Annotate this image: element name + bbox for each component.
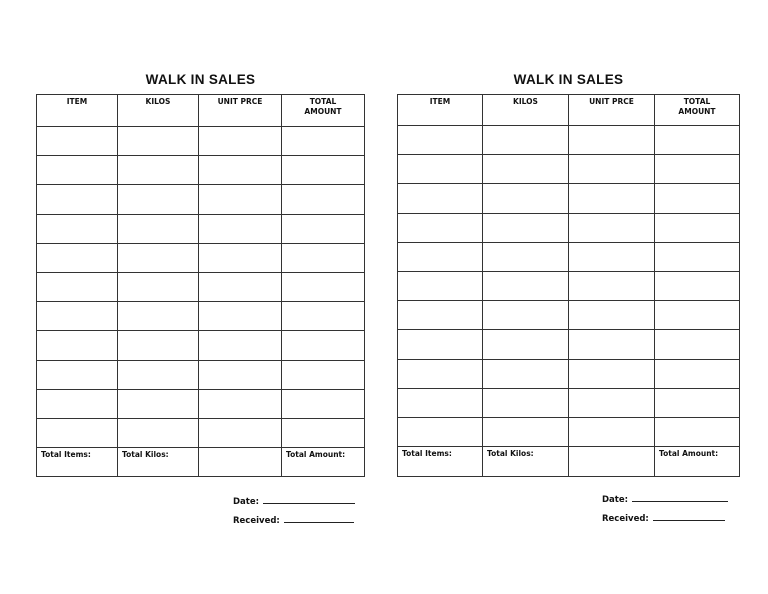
- entry-cell-unit-price[interactable]: [569, 184, 655, 213]
- header-unit-price: UNIT PRCE: [569, 95, 655, 126]
- entry-row: [398, 184, 740, 213]
- entry-cell-kilos[interactable]: [118, 185, 199, 214]
- entry-cell-unit-price[interactable]: [569, 242, 655, 271]
- total-kilos-cell[interactable]: Total Kilos:: [483, 447, 569, 477]
- entry-cell-kilos[interactable]: [483, 417, 569, 446]
- entry-cell-total-amount[interactable]: [655, 184, 740, 213]
- entry-row: [37, 360, 365, 389]
- sales-form-right: [397, 70, 740, 530]
- entry-cell-total-amount[interactable]: [282, 418, 365, 447]
- entry-cell-total-amount[interactable]: [655, 242, 740, 271]
- sales-form-left: [36, 70, 365, 530]
- entry-cell-total-amount[interactable]: [282, 127, 365, 156]
- total-unit-price-cell[interactable]: [569, 447, 655, 477]
- entry-cell-unit-price[interactable]: [199, 156, 282, 185]
- entry-cell-kilos[interactable]: [483, 271, 569, 300]
- entry-row: [398, 388, 740, 417]
- header-row: [398, 95, 740, 126]
- entry-cell-total-amount[interactable]: [282, 302, 365, 331]
- header-total-amount: [655, 95, 740, 126]
- totals-row: [398, 447, 740, 477]
- entry-cell-total-amount[interactable]: [655, 301, 740, 330]
- entry-cell-item[interactable]: [398, 301, 483, 330]
- entry-cell-kilos[interactable]: [483, 155, 569, 184]
- header-kilos: KILOS: [118, 95, 199, 127]
- entry-cell-item[interactable]: [398, 330, 483, 359]
- header-total-amount: [282, 95, 365, 127]
- entry-cell-total-amount[interactable]: [282, 272, 365, 301]
- entry-cell-item[interactable]: [37, 331, 118, 360]
- entry-row: [37, 389, 365, 418]
- entry-cell-unit-price[interactable]: [569, 301, 655, 330]
- entry-row: [37, 127, 365, 156]
- entry-row: [398, 330, 740, 359]
- entry-row: [398, 271, 740, 300]
- date-label: Date:: [602, 495, 629, 505]
- entry-cell-unit-price[interactable]: [199, 127, 282, 156]
- entry-cell-kilos[interactable]: [118, 156, 199, 185]
- entry-cell-unit-price[interactable]: [569, 359, 655, 388]
- entry-cell-item[interactable]: [398, 417, 483, 446]
- entry-cell-unit-price[interactable]: [569, 126, 655, 155]
- total-unit-price-cell[interactable]: [199, 448, 282, 477]
- entry-row: [398, 301, 740, 330]
- entry-cell-total-amount[interactable]: [282, 243, 365, 272]
- received-label: Received:: [602, 514, 649, 524]
- entry-cell-unit-price[interactable]: [199, 243, 282, 272]
- entry-cell-kilos[interactable]: [118, 127, 199, 156]
- entry-row: [37, 272, 365, 301]
- header-row: [37, 95, 365, 127]
- header-unit-price: UNIT PRCE: [199, 95, 282, 127]
- entry-cell-kilos[interactable]: [483, 184, 569, 213]
- entry-cell-unit-price[interactable]: [569, 330, 655, 359]
- entry-row: [37, 214, 365, 243]
- entry-cell-kilos[interactable]: [483, 301, 569, 330]
- entry-cell-unit-price[interactable]: [199, 418, 282, 447]
- header-item: ITEM: [398, 95, 483, 126]
- entry-cell-kilos[interactable]: [118, 302, 199, 331]
- total-kilos-cell[interactable]: Total Kilos:: [118, 448, 199, 477]
- sales-table: [36, 94, 365, 477]
- entry-row: [398, 359, 740, 388]
- entry-cell-item[interactable]: [398, 359, 483, 388]
- entry-row: [398, 213, 740, 242]
- entry-cell-item[interactable]: [37, 418, 118, 447]
- entry-cell-kilos[interactable]: [483, 330, 569, 359]
- entry-cell-kilos[interactable]: [118, 360, 199, 389]
- entry-cell-total-amount[interactable]: [282, 156, 365, 185]
- entry-cell-item[interactable]: [37, 127, 118, 156]
- date-field[interactable]: [233, 495, 355, 507]
- entry-cell-item[interactable]: [398, 184, 483, 213]
- entry-cell-total-amount[interactable]: [282, 389, 365, 418]
- entry-cell-unit-price[interactable]: [569, 271, 655, 300]
- entry-row: [37, 331, 365, 360]
- entry-cell-kilos[interactable]: [118, 389, 199, 418]
- entry-cell-item[interactable]: [37, 185, 118, 214]
- date-line[interactable]: [263, 495, 355, 504]
- entry-cell-total-amount[interactable]: [655, 155, 740, 184]
- entry-row: [37, 302, 365, 331]
- entry-row: [37, 418, 365, 447]
- entry-cell-kilos[interactable]: [118, 331, 199, 360]
- entry-row: [37, 243, 365, 272]
- entry-row: [398, 417, 740, 446]
- entry-cell-total-amount[interactable]: [282, 360, 365, 389]
- entry-cell-unit-price[interactable]: [569, 213, 655, 242]
- header-total-amount-line1: TOTAL: [683, 97, 711, 106]
- entry-cell-item[interactable]: [37, 272, 118, 301]
- received-field[interactable]: [602, 512, 725, 524]
- entry-cell-kilos[interactable]: [118, 418, 199, 447]
- received-line[interactable]: [284, 514, 354, 523]
- entry-cell-kilos[interactable]: [118, 243, 199, 272]
- entry-cell-item[interactable]: [37, 302, 118, 331]
- header-total-amount-line2: AMOUNT: [304, 107, 342, 116]
- entry-cell-item[interactable]: [398, 155, 483, 184]
- date-field[interactable]: [602, 493, 728, 505]
- entry-cell-total-amount[interactable]: [655, 388, 740, 417]
- sales-table: [397, 94, 740, 477]
- entry-cell-total-amount[interactable]: [655, 417, 740, 446]
- entry-cell-kilos[interactable]: [483, 388, 569, 417]
- entry-cell-item[interactable]: [37, 360, 118, 389]
- total-amount-cell[interactable]: Total Amount:: [655, 447, 740, 477]
- entry-cell-unit-price[interactable]: [199, 331, 282, 360]
- entry-cell-unit-price[interactable]: [569, 417, 655, 446]
- entry-cell-item[interactable]: [37, 389, 118, 418]
- entry-row: [398, 155, 740, 184]
- entry-row: [37, 156, 365, 185]
- entry-cell-total-amount[interactable]: [655, 126, 740, 155]
- entry-row: [37, 185, 365, 214]
- entry-cell-unit-price[interactable]: [199, 302, 282, 331]
- entry-cell-item[interactable]: [37, 214, 118, 243]
- entry-cell-item[interactable]: [37, 156, 118, 185]
- entry-cell-total-amount[interactable]: [655, 330, 740, 359]
- header-total-amount-line2: AMOUNT: [678, 107, 716, 116]
- received-field[interactable]: [233, 514, 354, 526]
- entry-row: [398, 126, 740, 155]
- entry-cell-unit-price[interactable]: [569, 155, 655, 184]
- entry-cell-item[interactable]: [37, 243, 118, 272]
- entry-cell-item[interactable]: [398, 242, 483, 271]
- entry-cell-kilos[interactable]: [483, 213, 569, 242]
- entry-cell-kilos[interactable]: [118, 214, 199, 243]
- received-label: Received:: [233, 516, 280, 526]
- entry-cell-kilos[interactable]: [118, 272, 199, 301]
- entry-cell-total-amount[interactable]: [282, 214, 365, 243]
- total-items-cell[interactable]: Total Items:: [398, 447, 483, 477]
- entry-cell-kilos[interactable]: [483, 242, 569, 271]
- entry-cell-kilos[interactable]: [483, 126, 569, 155]
- header-item: ITEM: [37, 95, 118, 127]
- entry-cell-unit-price[interactable]: [199, 272, 282, 301]
- header-kilos: KILOS: [483, 95, 569, 126]
- header-total-amount-line1: TOTAL: [309, 97, 337, 106]
- entry-cell-unit-price[interactable]: [199, 389, 282, 418]
- entry-cell-unit-price[interactable]: [199, 185, 282, 214]
- date-line[interactable]: [632, 493, 728, 502]
- entry-cell-total-amount[interactable]: [655, 271, 740, 300]
- totals-row: [37, 448, 365, 477]
- entry-cell-item[interactable]: [398, 126, 483, 155]
- entry-cell-item[interactable]: [398, 213, 483, 242]
- date-label: Date:: [233, 497, 260, 507]
- entry-cell-total-amount[interactable]: [655, 359, 740, 388]
- form-title: WALK IN SALES: [513, 72, 624, 87]
- entry-cell-unit-price[interactable]: [569, 388, 655, 417]
- entry-cell-item[interactable]: [398, 271, 483, 300]
- total-items-cell[interactable]: Total Items:: [37, 448, 118, 477]
- entry-cell-kilos[interactable]: [483, 359, 569, 388]
- form-title: WALK IN SALES: [145, 72, 256, 87]
- entry-cell-unit-price[interactable]: [199, 214, 282, 243]
- total-amount-cell[interactable]: Total Amount:: [282, 448, 365, 477]
- entry-cell-item[interactable]: [398, 388, 483, 417]
- received-line[interactable]: [653, 512, 725, 521]
- entry-row: [398, 242, 740, 271]
- entry-cell-unit-price[interactable]: [199, 360, 282, 389]
- entry-cell-total-amount[interactable]: [282, 185, 365, 214]
- entry-cell-total-amount[interactable]: [655, 213, 740, 242]
- entry-cell-total-amount[interactable]: [282, 331, 365, 360]
